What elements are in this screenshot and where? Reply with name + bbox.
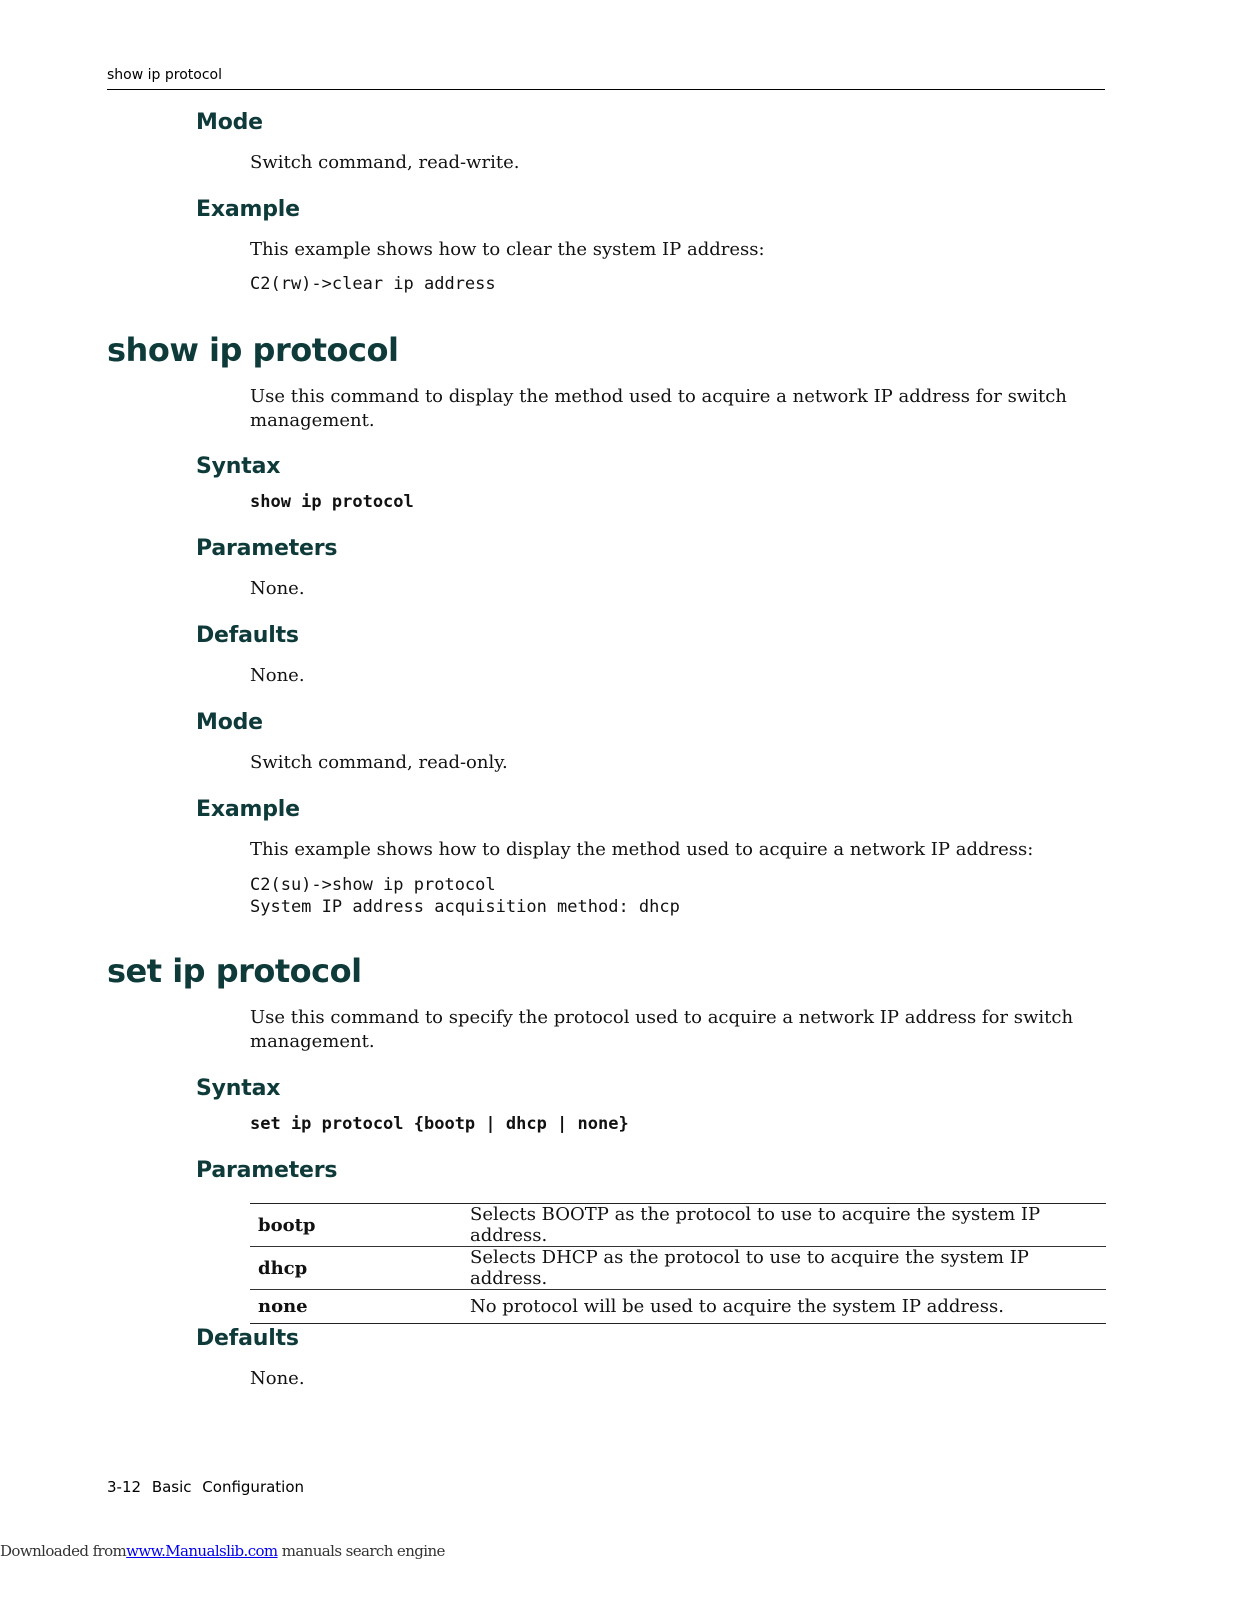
page-number: 3-12 <box>107 1478 142 1496</box>
parameters-table <box>250 1203 1106 1324</box>
param-description: No protocol will be used to acquire the system IP address. <box>462 1290 1106 1324</box>
mode-heading: Mode <box>196 710 263 735</box>
page-footer <box>107 1478 304 1496</box>
table-row <box>250 1247 1106 1290</box>
syntax-code: set ip protocol {bootp | dhcp | none} <box>250 1114 629 1134</box>
syntax-heading: Syntax <box>196 454 281 479</box>
param-description: Selects DHCP as the protocol to use to acquire the system IP address. <box>462 1247 1106 1290</box>
example-text: This example shows how to display the method used to acquire a network IP address: <box>250 839 1034 860</box>
parameters-heading: Parameters <box>196 536 338 561</box>
section-title-show-ip-protocol: show ip protocol <box>107 331 399 369</box>
section-title-set-ip-protocol: set ip protocol <box>107 952 362 990</box>
table-row <box>250 1290 1106 1324</box>
example-code-line: System IP address acquisition method: dhcp <box>250 897 680 917</box>
download-prefix: Downloaded from <box>0 1542 127 1560</box>
defaults-text: None. <box>250 665 305 686</box>
defaults-heading: Defaults <box>196 623 299 648</box>
syntax-heading: Syntax <box>196 1076 281 1101</box>
table-row <box>250 1204 1106 1247</box>
example-code: C2(rw)->clear ip address <box>250 274 496 294</box>
download-suffix: manuals search engine <box>281 1542 445 1560</box>
mode-heading: Mode <box>196 110 263 135</box>
syntax-code: show ip protocol <box>250 492 414 512</box>
mode-text: Switch command, read-write. <box>250 152 520 173</box>
defaults-text: None. <box>250 1368 305 1389</box>
example-heading: Example <box>196 197 300 222</box>
parameters-heading: Parameters <box>196 1158 338 1183</box>
param-name: dhcp <box>250 1247 462 1290</box>
example-code-line: C2(su)->show ip protocol <box>250 875 496 895</box>
set-ip-protocol-description: Use this command to specify the protocol used to acquire a network IP address for switch management. <box>250 1007 1074 1052</box>
header-rule <box>107 89 1105 90</box>
manualslib-link[interactable]: www.Manualslib.com <box>126 1542 278 1560</box>
example-text: This example shows how to clear the system IP address: <box>250 239 765 260</box>
parameters-text: None. <box>250 578 305 599</box>
mode-text: Switch command, read-only. <box>250 752 508 773</box>
download-bar <box>0 1542 445 1560</box>
example-heading: Example <box>196 797 300 822</box>
param-name: none <box>250 1290 462 1324</box>
param-name: bootp <box>250 1204 462 1247</box>
chapter-name: Basic Configuration <box>151 1478 305 1496</box>
running-head: show ip protocol <box>107 67 222 83</box>
show-ip-protocol-description: Use this command to display the method used to acquire a network IP address for switch management. <box>250 386 1067 431</box>
defaults-heading: Defaults <box>196 1326 299 1351</box>
param-description: Selects BOOTP as the protocol to use to acquire the system IP address. <box>462 1204 1106 1247</box>
